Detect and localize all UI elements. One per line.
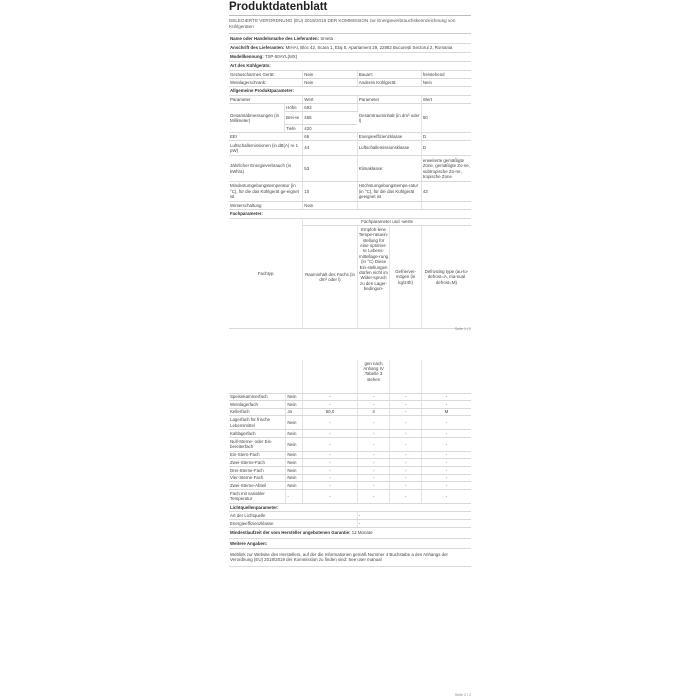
param-row <box>229 182 471 202</box>
param-row <box>229 156 471 182</box>
compartment-freeze: - <box>390 394 421 401</box>
model-label: Modellkennung: <box>230 53 264 59</box>
compartments-table <box>229 394 471 504</box>
page-number: Seite 1 / 2 <box>454 327 471 331</box>
header-value: Wert <box>303 96 357 104</box>
warranty-label: Mindestlaufzeit der vom Hersteller angebotenen Garantie: <box>230 530 351 536</box>
winter-row <box>229 202 471 210</box>
compartment-row <box>229 467 471 475</box>
param-label: EEI <box>229 133 303 141</box>
compartment-freeze: - <box>390 430 421 438</box>
row-label: Bauart: <box>357 71 421 79</box>
compartment-present: Nein <box>286 474 303 482</box>
device-type-heading: Art des Kühlgeräts: <box>229 61 471 70</box>
compartment-name: Kaltlagerfach <box>229 430 286 438</box>
compartment-temp: - <box>357 401 390 409</box>
compartment-row <box>229 430 471 438</box>
compartment-volume: - <box>303 437 357 451</box>
compartment-present: Nein <box>286 451 303 459</box>
supplier-name-value: Smeta <box>320 35 334 41</box>
general-params-table <box>229 96 471 211</box>
compartment-temp: - <box>357 467 390 475</box>
supplier-address-label: Anschrift des Lieferanten: <box>230 44 285 50</box>
height-value: 693 <box>303 104 357 112</box>
empty-cell <box>421 360 471 393</box>
datasheet-page-1 <box>229 0 471 336</box>
height-label: Höhe <box>285 104 303 112</box>
depth-value: 420 <box>303 125 357 133</box>
empty-cell <box>357 202 421 210</box>
param-label: Energieeffizienzklasse <box>357 133 421 141</box>
compartment-volume: - <box>303 416 357 430</box>
light-label: Energieeffizienzklasse <box>229 520 357 528</box>
header-parameter: Parameter <box>229 96 303 104</box>
compartment-name: Speisekammerfach <box>229 394 286 401</box>
compartment-defrost: - <box>421 482 471 490</box>
compartment-freeze: - <box>390 474 421 482</box>
param-label: Jährlicher Energieverbrauch (in kWh/a) <box>229 156 303 182</box>
param-value: 44 <box>303 141 357 156</box>
compartment-defrost: - <box>421 416 471 430</box>
empty-cell <box>303 360 357 393</box>
compartment-name: Weinlagerfach <box>229 401 286 409</box>
compartment-freeze: - <box>390 482 421 490</box>
compartment-name: Fach mit variabler Temperatur <box>229 489 286 503</box>
compartment-freeze: - <box>390 489 421 503</box>
compartment-volume: 50,0 <box>303 408 357 416</box>
compartment-temp: - <box>357 459 390 467</box>
param-value: D <box>421 141 471 156</box>
header-parameter: Parameter <box>357 96 421 104</box>
compartment-present: Nein <box>286 437 303 451</box>
fach-params-heading-table <box>229 210 471 219</box>
compartment-row <box>229 451 471 459</box>
compartment-freeze: - <box>390 467 421 475</box>
fach-params-heading: Fachparameter: <box>229 210 471 218</box>
volume-label: Gesamtrauminhalt (in dm³ oder l) <box>357 104 421 133</box>
compartment-volume: - <box>303 482 357 490</box>
compartment-present: Nein <box>286 394 303 401</box>
param-label: Höchstumgebungstempe-ratur (in °C), für die das Kühlgerät geeignet ist <box>357 182 421 202</box>
compartment-temp: - <box>357 474 390 482</box>
compartment-freeze: - <box>390 459 421 467</box>
compartment-volume: - <box>303 459 357 467</box>
fach-header-cont-row <box>229 360 471 393</box>
compartment-defrost: - <box>421 430 471 438</box>
compartment-present: Ja <box>286 408 303 416</box>
compartment-name: Null-Sterne- oder Eis-bereiterfach <box>229 437 286 451</box>
fach-header-continuation <box>229 360 471 394</box>
param-value: 53 <box>303 156 357 182</box>
compartment-temp: - <box>357 437 390 451</box>
compartment-row <box>229 416 471 430</box>
light-params-heading: Lichtquellenparameter: <box>229 504 471 512</box>
param-value: 43 <box>421 182 471 202</box>
row-label: Anderes Kühlgerät: <box>357 79 421 87</box>
compartment-present: - <box>286 489 303 503</box>
compartment-defrost: - <box>421 401 471 409</box>
width-label: Brei-te <box>285 112 303 125</box>
width-value: 465 <box>303 112 357 125</box>
compartment-row <box>229 482 471 490</box>
compartment-name: Zwei-Sterne-Fach <box>229 459 286 467</box>
page-title: Produktdatenblatt <box>229 0 471 16</box>
param-value: erweiterte gemäßigte Zone, gemäßigte Zo-ne, subtropische Zo-ne, tropische Zone <box>421 156 471 182</box>
compartment-row <box>229 408 471 416</box>
compartment-freeze: - <box>390 416 421 430</box>
device-type-table <box>229 71 471 88</box>
compartment-temp: - <box>357 416 390 430</box>
winter-value: Nein <box>303 202 357 210</box>
light-row <box>229 520 471 528</box>
depth-label: Tiefe <box>285 125 303 133</box>
model-value: TSP-50AYL(MX) <box>264 53 298 59</box>
compartment-defrost: - <box>421 459 471 467</box>
compartment-name: Zwei-Sterne-Abteil <box>229 482 286 490</box>
supplier-name-cell <box>229 34 471 43</box>
fach-header-table <box>229 219 471 330</box>
row-value: freistehend <box>421 71 471 79</box>
volume-header: Rauminhalt des Fachs (in dm³ oder l) <box>303 226 357 329</box>
compartment-temp: - <box>357 394 390 401</box>
row-label: Geräuscharmes Gerät: <box>229 71 303 79</box>
page-number: Seite 2 / 2 <box>454 693 471 697</box>
freeze-header: Gefrierver-mögen (in kg/24h) <box>390 226 421 329</box>
compartment-present: Nein <box>286 482 303 490</box>
compartment-volume: - <box>303 394 357 401</box>
compartment-defrost: - <box>421 451 471 459</box>
compartment-name: Vier-Sterne-Fach <box>229 474 286 482</box>
empty-cell <box>390 360 421 393</box>
regulation-subtitle: DELEGIERTE VERORDNUNG (EU) 2019/2016 DER KOMMISSION zur Energieverbrauchskennzeichnung von Kühlgeräten <box>229 16 471 34</box>
volume-value: 50 <box>421 104 471 133</box>
compartment-present: Nein <box>286 430 303 438</box>
compartment-temp: - <box>357 482 390 490</box>
supplier-address-value: MIHAI, Bloc 42, Scara 1, Etaj 5, Apartament 29, 22882 București Sectorul 2, Romania <box>285 44 453 50</box>
fach-group-row <box>229 219 471 226</box>
warranty-cell <box>229 528 471 538</box>
compartment-row <box>229 401 471 409</box>
compartment-volume: - <box>303 474 357 482</box>
compartment-volume: - <box>303 467 357 475</box>
compartment-row <box>229 489 471 503</box>
compartment-row <box>229 394 471 401</box>
model-cell <box>229 52 471 61</box>
compartment-defrost: M <box>421 408 471 416</box>
light-params-table <box>229 504 471 529</box>
further-info-text: Weblink zur Website des Herstellers, auf der die Informationen gemäß Nummer 4 Buchstabe a des Anhangs der Verordnung (EU) 2019/2019 der Kommission zu finden sind: See user manual <box>229 548 471 566</box>
supplier-name-label: Name oder Handelsmarke des Lieferanten: <box>230 35 320 41</box>
compartment-name: Lagerfach für frische Lebensmittel <box>229 416 286 430</box>
empty-cell <box>421 202 471 210</box>
compartment-temp: - <box>357 489 390 503</box>
warranty-table <box>229 528 471 567</box>
dimensions-label: Gesamtabmessungen (in Millimeter) <box>229 104 285 133</box>
compartment-name: Kellerfach <box>229 408 286 416</box>
defrost-header: Defrosting type (au-to-defrost=A, ma-nual defrost=M) <box>421 226 471 329</box>
light-value: - <box>357 520 471 528</box>
datasheet-page-2 <box>229 360 471 700</box>
compartment-name: Ein-Stern-Fach <box>229 451 286 459</box>
param-label: Klimaklasse: <box>357 156 421 182</box>
device-type-row <box>229 79 471 87</box>
winter-label: Winterschaltung <box>229 202 303 210</box>
compartment-present: Nein <box>286 416 303 430</box>
compartment-volume: - <box>303 401 357 409</box>
compartment-defrost: - <box>421 474 471 482</box>
dimension-row <box>229 104 471 112</box>
temp-header-continued: gen nach Anhang IV Tabelle 3 stehen <box>357 360 390 393</box>
further-info-heading: Weitere Angaben: <box>229 538 471 548</box>
row-value: Nein <box>303 79 357 87</box>
header-value: Wert <box>421 96 471 104</box>
compartment-freeze: - <box>390 437 421 451</box>
compartment-present: Nein <box>286 467 303 475</box>
compartment-defrost: - <box>421 467 471 475</box>
device-type-row <box>229 71 471 79</box>
param-label: Mindestumgebungstemperatur (in °C), für die das Kühlgerät ge-eignet ist <box>229 182 303 202</box>
compartment-freeze: - <box>390 408 421 416</box>
compartment-present: Nein <box>286 401 303 409</box>
compartment-present: Nein <box>286 459 303 467</box>
param-value: D <box>421 133 471 141</box>
compartment-defrost: - <box>421 489 471 503</box>
param-header-row <box>229 96 471 104</box>
warranty-value: 12 Monate <box>351 530 373 536</box>
general-params-heading: Allgemeine Produktparameter: <box>229 87 471 95</box>
compartment-defrost: - <box>421 437 471 451</box>
param-row <box>229 133 471 141</box>
param-value: 66 <box>303 133 357 141</box>
row-value: Nein <box>421 79 471 87</box>
row-value: Nein <box>303 71 357 79</box>
compartment-volume: - <box>303 430 357 438</box>
param-label: Luftschallemissionen (in dB(A) re 1 pW) <box>229 141 303 156</box>
compartment-row <box>229 474 471 482</box>
compartment-defrost: - <box>421 394 471 401</box>
temp-header: Empfoh-lene Tempe-ratuein-stellung für eine optimier-te Lebens-mittellage-rung (in °C) Diese Ein-stellungen dürfen nicht im Wider-spruch zu den Lager-bedingun- <box>357 226 390 329</box>
param-row <box>229 141 471 156</box>
fach-group-header: Fachparameter und -werte <box>303 219 471 226</box>
light-value: - <box>357 512 471 520</box>
compartment-name: Drei-Sterne-Fach <box>229 467 286 475</box>
light-label: Art der Lichtquelle <box>229 512 357 520</box>
supplier-address-cell <box>229 43 471 52</box>
compartment-freeze: - <box>390 401 421 409</box>
compartment-row <box>229 459 471 467</box>
general-params-heading-table <box>229 87 471 96</box>
param-value: 10 <box>303 182 357 202</box>
compartment-volume: - <box>303 451 357 459</box>
compartment-row <box>229 437 471 451</box>
empty-cell <box>229 360 303 393</box>
row-label: Weinlagerschrank: <box>229 79 303 87</box>
compartment-volume: - <box>303 489 357 503</box>
compartment-temp: 4 <box>357 408 390 416</box>
compartment-temp: - <box>357 430 390 438</box>
supplier-table <box>229 34 471 71</box>
compartment-freeze: - <box>390 451 421 459</box>
compartment-temp: - <box>357 451 390 459</box>
fachtyp-header: Fachtyp <box>229 219 303 329</box>
param-label: Luftschallemissionsklasse <box>357 141 421 156</box>
light-row <box>229 512 471 520</box>
